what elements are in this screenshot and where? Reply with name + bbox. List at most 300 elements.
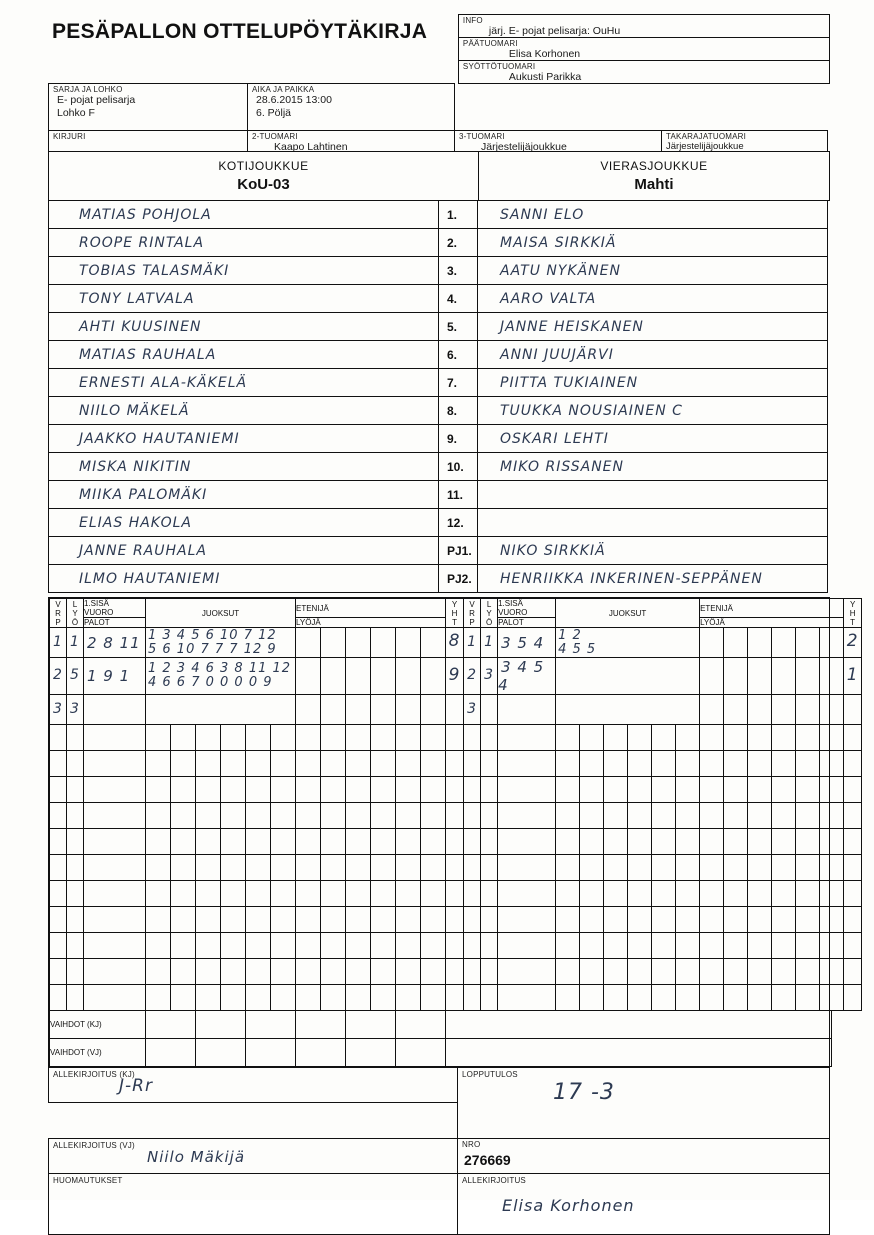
score-cell[interactable] [772, 881, 796, 907]
score-cell[interactable] [556, 959, 580, 985]
score-cell[interactable] [171, 829, 196, 855]
score-cell[interactable] [844, 959, 862, 985]
score-cell[interactable] [556, 907, 580, 933]
score-cell[interactable] [676, 881, 700, 907]
score-cell[interactable] [844, 829, 862, 855]
score-cell[interactable] [421, 725, 446, 751]
score-cell[interactable] [146, 777, 171, 803]
away-lyo-cell[interactable]: 3 [481, 658, 498, 695]
score-cell[interactable] [346, 829, 371, 855]
score-cell[interactable] [396, 959, 421, 985]
score-cell[interactable] [481, 959, 498, 985]
score-cell[interactable] [271, 933, 296, 959]
score-cell[interactable] [221, 751, 246, 777]
away-vrp-cell[interactable]: 1 [464, 628, 481, 658]
away-advance-cell[interactable] [724, 695, 748, 725]
score-cell[interactable] [296, 829, 321, 855]
score-cell[interactable] [772, 803, 796, 829]
away-advance-cell[interactable] [796, 628, 820, 658]
away-advance-cell[interactable] [700, 658, 724, 695]
score-cell[interactable] [84, 881, 146, 907]
score-cell[interactable] [796, 777, 820, 803]
score-cell[interactable] [321, 933, 346, 959]
score-cell[interactable] [464, 725, 481, 751]
score-cell[interactable] [221, 933, 246, 959]
home-runs-cell[interactable]: 1 2 3 4 6 3 8 11 12 4 6 6 7 0 0 0 0 9 [146, 658, 296, 695]
score-cell[interactable] [628, 933, 652, 959]
score-cell[interactable] [724, 725, 748, 751]
score-cell[interactable] [481, 933, 498, 959]
score-cell[interactable] [67, 803, 84, 829]
sub-cell[interactable] [146, 1039, 196, 1067]
score-cell[interactable] [171, 725, 196, 751]
away-advance-cell[interactable] [796, 658, 820, 695]
score-cell[interactable] [556, 933, 580, 959]
score-cell[interactable] [371, 907, 396, 933]
score-cell[interactable] [580, 725, 604, 751]
score-cell[interactable] [772, 725, 796, 751]
away-advance-cell[interactable] [724, 628, 748, 658]
score-cell[interactable] [772, 829, 796, 855]
away-lyo-cell[interactable] [481, 695, 498, 725]
score-cell[interactable] [321, 829, 346, 855]
score-cell[interactable] [748, 725, 772, 751]
score-cell[interactable] [50, 777, 67, 803]
score-cell[interactable] [580, 855, 604, 881]
score-cell[interactable] [446, 855, 464, 881]
away-advance-cell[interactable] [820, 658, 844, 695]
home-advance-cell[interactable] [346, 658, 371, 695]
score-cell[interactable] [796, 881, 820, 907]
score-cell[interactable] [464, 985, 481, 1011]
score-cell[interactable] [820, 725, 844, 751]
score-cell[interactable] [271, 881, 296, 907]
score-cell[interactable] [446, 959, 464, 985]
home-runs-cell[interactable] [146, 695, 296, 725]
score-cell[interactable] [820, 829, 844, 855]
lineup-away-cell[interactable] [477, 312, 828, 341]
score-cell[interactable] [556, 829, 580, 855]
score-cell[interactable] [748, 881, 772, 907]
score-cell[interactable] [676, 777, 700, 803]
score-cell[interactable] [67, 777, 84, 803]
score-cell[interactable] [146, 933, 171, 959]
score-cell[interactable] [481, 751, 498, 777]
score-cell[interactable] [271, 959, 296, 985]
sub-cell[interactable] [346, 1011, 396, 1039]
score-cell[interactable] [346, 803, 371, 829]
score-cell[interactable] [67, 933, 84, 959]
score-cell[interactable] [498, 959, 556, 985]
score-cell[interactable] [580, 881, 604, 907]
score-cell[interactable] [700, 751, 724, 777]
score-cell[interactable] [820, 959, 844, 985]
score-cell[interactable] [371, 725, 396, 751]
sub-cell[interactable] [246, 1011, 296, 1039]
score-cell[interactable] [772, 907, 796, 933]
score-cell[interactable] [652, 907, 676, 933]
score-cell[interactable] [676, 803, 700, 829]
home-advance-cell[interactable] [371, 695, 396, 725]
score-cell[interactable] [748, 751, 772, 777]
score-cell[interactable] [146, 725, 171, 751]
score-cell[interactable] [421, 855, 446, 881]
score-cell[interactable] [676, 751, 700, 777]
score-cell[interactable] [371, 751, 396, 777]
score-cell[interactable] [67, 985, 84, 1011]
score-cell[interactable] [556, 881, 580, 907]
score-cell[interactable] [221, 777, 246, 803]
score-cell[interactable] [246, 985, 271, 1011]
score-cell[interactable] [371, 803, 396, 829]
score-cell[interactable] [321, 803, 346, 829]
score-cell[interactable] [396, 881, 421, 907]
home-advance-cell[interactable] [421, 695, 446, 725]
score-cell[interactable] [296, 959, 321, 985]
sub-cell[interactable] [296, 1039, 346, 1067]
score-cell[interactable] [820, 855, 844, 881]
score-cell[interactable] [820, 933, 844, 959]
sub-cell[interactable] [196, 1039, 246, 1067]
home-lyo-cell[interactable]: 3 [67, 695, 84, 725]
score-cell[interactable] [604, 725, 628, 751]
score-cell[interactable] [271, 751, 296, 777]
score-cell[interactable] [604, 907, 628, 933]
score-cell[interactable] [580, 985, 604, 1011]
sub-cell[interactable] [346, 1039, 396, 1067]
score-cell[interactable] [498, 777, 556, 803]
score-cell[interactable] [628, 777, 652, 803]
score-cell[interactable] [146, 959, 171, 985]
score-cell[interactable] [481, 777, 498, 803]
score-cell[interactable] [844, 985, 862, 1011]
score-cell[interactable] [464, 959, 481, 985]
home-advance-cell[interactable] [296, 658, 321, 695]
away-advance-cell[interactable] [772, 695, 796, 725]
score-cell[interactable] [84, 777, 146, 803]
score-cell[interactable] [50, 907, 67, 933]
score-cell[interactable] [498, 907, 556, 933]
score-cell[interactable] [246, 855, 271, 881]
score-cell[interactable] [604, 855, 628, 881]
score-cell[interactable] [346, 933, 371, 959]
sub-cell[interactable] [146, 1011, 196, 1039]
score-cell[interactable] [556, 985, 580, 1011]
score-cell[interactable] [50, 803, 67, 829]
score-cell[interactable] [464, 933, 481, 959]
score-cell[interactable] [700, 985, 724, 1011]
score-cell[interactable] [396, 829, 421, 855]
score-cell[interactable] [371, 777, 396, 803]
score-cell[interactable] [700, 829, 724, 855]
score-cell[interactable] [84, 803, 146, 829]
score-cell[interactable] [498, 855, 556, 881]
score-cell[interactable] [724, 855, 748, 881]
score-cell[interactable] [844, 751, 862, 777]
score-cell[interactable] [700, 855, 724, 881]
score-cell[interactable] [84, 829, 146, 855]
score-cell[interactable] [67, 725, 84, 751]
lineup-away-cell[interactable] [477, 564, 828, 593]
lineup-away-cell[interactable] [477, 368, 828, 397]
score-cell[interactable] [246, 725, 271, 751]
home-advance-cell[interactable] [321, 628, 346, 658]
score-cell[interactable] [676, 959, 700, 985]
home-palot-cell[interactable]: 1 9 1 [84, 658, 146, 695]
score-cell[interactable] [820, 881, 844, 907]
home-yht-cell[interactable]: 8 [446, 628, 464, 658]
score-cell[interactable] [628, 725, 652, 751]
lineup-home-cell[interactable] [48, 284, 439, 313]
home-vrp-cell[interactable]: 3 [50, 695, 67, 725]
score-cell[interactable] [446, 751, 464, 777]
score-cell[interactable] [748, 907, 772, 933]
score-cell[interactable] [346, 959, 371, 985]
score-cell[interactable] [604, 777, 628, 803]
home-advance-cell[interactable] [421, 628, 446, 658]
score-cell[interactable] [700, 933, 724, 959]
score-cell[interactable] [371, 855, 396, 881]
score-cell[interactable] [321, 985, 346, 1011]
score-cell[interactable] [556, 855, 580, 881]
score-cell[interactable] [246, 959, 271, 985]
score-cell[interactable] [580, 751, 604, 777]
lineup-home-cell[interactable] [48, 340, 439, 369]
score-cell[interactable] [396, 985, 421, 1011]
score-cell[interactable] [700, 881, 724, 907]
score-cell[interactable] [171, 959, 196, 985]
score-cell[interactable] [652, 777, 676, 803]
score-cell[interactable] [748, 985, 772, 1011]
score-cell[interactable] [724, 777, 748, 803]
away-palot-cell[interactable]: 3 4 5 4 [498, 658, 556, 695]
score-cell[interactable] [171, 985, 196, 1011]
score-cell[interactable] [371, 881, 396, 907]
score-cell[interactable] [446, 907, 464, 933]
score-cell[interactable] [604, 803, 628, 829]
sub-cell[interactable] [396, 1011, 446, 1039]
score-cell[interactable] [844, 933, 862, 959]
score-cell[interactable] [464, 803, 481, 829]
score-cell[interactable] [796, 855, 820, 881]
sub-cell[interactable] [246, 1039, 296, 1067]
score-cell[interactable] [296, 907, 321, 933]
score-cell[interactable] [396, 803, 421, 829]
lineup-away-cell[interactable] [477, 340, 828, 369]
score-cell[interactable] [464, 855, 481, 881]
score-cell[interactable] [700, 725, 724, 751]
score-cell[interactable] [820, 803, 844, 829]
away-vrp-cell[interactable]: 2 [464, 658, 481, 695]
score-cell[interactable] [321, 725, 346, 751]
score-cell[interactable] [346, 725, 371, 751]
score-cell[interactable] [321, 777, 346, 803]
score-cell[interactable] [498, 881, 556, 907]
home-advance-cell[interactable] [346, 695, 371, 725]
score-cell[interactable] [346, 855, 371, 881]
score-cell[interactable] [67, 751, 84, 777]
score-cell[interactable] [246, 881, 271, 907]
score-cell[interactable] [481, 829, 498, 855]
score-cell[interactable] [196, 829, 221, 855]
home-vrp-cell[interactable]: 2 [50, 658, 67, 695]
score-cell[interactable] [628, 959, 652, 985]
away-advance-cell[interactable] [748, 628, 772, 658]
score-cell[interactable] [67, 829, 84, 855]
score-cell[interactable] [67, 881, 84, 907]
score-cell[interactable] [296, 751, 321, 777]
score-cell[interactable] [396, 725, 421, 751]
home-advance-cell[interactable] [321, 695, 346, 725]
score-cell[interactable] [772, 855, 796, 881]
score-cell[interactable] [580, 959, 604, 985]
lineup-away-cell[interactable] [477, 480, 828, 509]
score-cell[interactable] [84, 725, 146, 751]
away-advance-cell[interactable] [700, 695, 724, 725]
score-cell[interactable] [84, 959, 146, 985]
score-cell[interactable] [820, 777, 844, 803]
score-cell[interactable] [748, 777, 772, 803]
score-cell[interactable] [50, 933, 67, 959]
score-cell[interactable] [196, 777, 221, 803]
lineup-home-cell[interactable] [48, 564, 439, 593]
score-cell[interactable] [296, 725, 321, 751]
home-advance-cell[interactable] [421, 658, 446, 695]
score-cell[interactable] [396, 855, 421, 881]
score-cell[interactable] [796, 907, 820, 933]
lineup-away-cell[interactable] [477, 284, 828, 313]
score-cell[interactable] [296, 933, 321, 959]
score-cell[interactable] [371, 959, 396, 985]
away-palot-cell[interactable] [498, 695, 556, 725]
score-cell[interactable] [628, 803, 652, 829]
score-cell[interactable] [652, 751, 676, 777]
score-cell[interactable] [498, 803, 556, 829]
notes-box[interactable] [48, 1173, 458, 1235]
score-cell[interactable] [580, 829, 604, 855]
home-advance-cell[interactable] [371, 658, 396, 695]
score-cell[interactable] [580, 803, 604, 829]
score-cell[interactable] [171, 855, 196, 881]
score-cell[interactable] [700, 777, 724, 803]
away-yht-cell[interactable]: 2 [844, 628, 862, 658]
away-advance-cell[interactable] [796, 695, 820, 725]
lineup-home-cell[interactable] [48, 228, 439, 257]
score-cell[interactable] [446, 777, 464, 803]
score-cell[interactable] [844, 907, 862, 933]
lineup-away-cell[interactable] [477, 396, 828, 425]
away-advance-cell[interactable] [724, 658, 748, 695]
score-cell[interactable] [171, 777, 196, 803]
score-cell[interactable] [346, 777, 371, 803]
score-cell[interactable] [604, 933, 628, 959]
score-cell[interactable] [748, 933, 772, 959]
score-cell[interactable] [844, 803, 862, 829]
home-palot-cell[interactable]: 2 8 11 [84, 628, 146, 658]
home-advance-cell[interactable] [371, 628, 396, 658]
home-advance-cell[interactable] [346, 628, 371, 658]
score-cell[interactable] [421, 803, 446, 829]
score-cell[interactable] [772, 959, 796, 985]
score-cell[interactable] [748, 803, 772, 829]
score-cell[interactable] [772, 777, 796, 803]
score-cell[interactable] [346, 751, 371, 777]
score-cell[interactable] [844, 725, 862, 751]
away-advance-cell[interactable] [748, 695, 772, 725]
score-cell[interactable] [296, 881, 321, 907]
score-cell[interactable] [446, 829, 464, 855]
score-cell[interactable] [271, 829, 296, 855]
score-cell[interactable] [396, 907, 421, 933]
home-lyo-cell[interactable]: 1 [67, 628, 84, 658]
score-cell[interactable] [796, 829, 820, 855]
lineup-away-cell[interactable] [477, 536, 828, 565]
home-advance-cell[interactable] [396, 695, 421, 725]
sign-home-box[interactable] [48, 1067, 458, 1103]
score-cell[interactable] [464, 751, 481, 777]
score-cell[interactable] [844, 777, 862, 803]
score-cell[interactable] [246, 907, 271, 933]
score-cell[interactable] [676, 725, 700, 751]
score-cell[interactable] [700, 803, 724, 829]
score-cell[interactable] [196, 933, 221, 959]
score-cell[interactable] [321, 855, 346, 881]
lineup-home-cell[interactable] [48, 368, 439, 397]
score-cell[interactable] [221, 907, 246, 933]
score-cell[interactable] [221, 829, 246, 855]
lineup-away-cell[interactable] [477, 256, 828, 285]
lineup-home-cell[interactable] [48, 536, 439, 565]
score-cell[interactable] [84, 985, 146, 1011]
lineup-away-cell[interactable] [477, 228, 828, 257]
score-cell[interactable] [604, 959, 628, 985]
score-cell[interactable] [446, 725, 464, 751]
home-yht-cell[interactable]: 9 [446, 658, 464, 695]
score-cell[interactable] [556, 751, 580, 777]
score-cell[interactable] [628, 855, 652, 881]
score-cell[interactable] [724, 829, 748, 855]
score-cell[interactable] [196, 855, 221, 881]
score-cell[interactable] [481, 985, 498, 1011]
score-cell[interactable] [446, 933, 464, 959]
score-cell[interactable] [652, 725, 676, 751]
score-cell[interactable] [84, 907, 146, 933]
score-cell[interactable] [628, 907, 652, 933]
score-cell[interactable] [221, 881, 246, 907]
score-cell[interactable] [844, 881, 862, 907]
score-cell[interactable] [296, 855, 321, 881]
score-cell[interactable] [171, 907, 196, 933]
score-cell[interactable] [796, 725, 820, 751]
score-cell[interactable] [196, 907, 221, 933]
score-cell[interactable] [50, 985, 67, 1011]
home-advance-cell[interactable] [321, 658, 346, 695]
score-cell[interactable] [628, 985, 652, 1011]
score-cell[interactable] [50, 751, 67, 777]
score-cell[interactable] [271, 907, 296, 933]
score-cell[interactable] [796, 959, 820, 985]
score-cell[interactable] [221, 803, 246, 829]
home-advance-cell[interactable] [296, 695, 321, 725]
score-cell[interactable] [464, 881, 481, 907]
score-cell[interactable] [396, 751, 421, 777]
score-cell[interactable] [246, 777, 271, 803]
score-cell[interactable] [556, 777, 580, 803]
score-cell[interactable] [676, 829, 700, 855]
score-cell[interactable] [628, 829, 652, 855]
score-cell[interactable] [196, 959, 221, 985]
score-cell[interactable] [346, 907, 371, 933]
